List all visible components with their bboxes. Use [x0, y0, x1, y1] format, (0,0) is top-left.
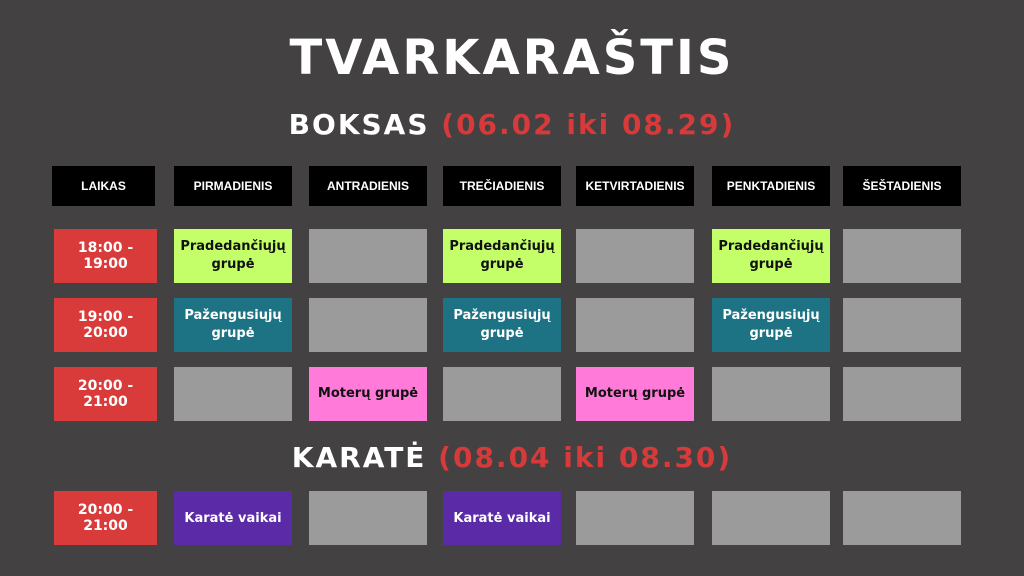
empty-slot	[712, 367, 830, 421]
advanced-group-monday: Pažengusiųjų grupė	[174, 298, 292, 352]
empty-slot	[576, 229, 694, 283]
empty-slot	[576, 491, 694, 545]
header-monday: PIRMADIENIS	[174, 166, 292, 206]
empty-slot	[843, 367, 961, 421]
beginner-group-friday: Pradedančiųjų grupė	[712, 229, 830, 283]
boxing-section-title	[0, 108, 1024, 142]
karate-title: KARATĖ	[291, 441, 427, 474]
empty-slot	[309, 229, 427, 283]
empty-slot	[174, 367, 292, 421]
women-group-thursday: Moterų grupė	[576, 367, 694, 421]
time-slot: 19:00 - 20:00	[54, 298, 157, 352]
empty-slot	[309, 298, 427, 352]
boxing-title: BOKSAS	[288, 108, 430, 141]
advanced-group-wednesday: Pažengusiųjų grupė	[443, 298, 561, 352]
header-saturday: ŠEŠTADIENIS	[843, 166, 961, 206]
header-time: LAIKAS	[52, 166, 155, 206]
time-slot: 20:00 - 21:00	[54, 367, 157, 421]
karate-kids-wednesday: Karatė vaikai	[443, 491, 561, 545]
karate-dates: (08.04 iki 08.30)	[438, 441, 733, 474]
karate-kids-monday: Karatė vaikai	[174, 491, 292, 545]
empty-slot	[309, 491, 427, 545]
header-wednesday: TREČIADIENIS	[443, 166, 561, 206]
boxing-dates: (06.02 iki 08.29)	[441, 108, 736, 141]
header-friday: PENKTADIENIS	[712, 166, 830, 206]
page-title: TVARKARAŠTIS	[289, 30, 735, 86]
empty-slot	[843, 491, 961, 545]
empty-slot	[712, 491, 830, 545]
karate-section-title	[0, 441, 1024, 475]
empty-slot	[843, 298, 961, 352]
beginner-group-wednesday: Pradedančiųjų grupė	[443, 229, 561, 283]
empty-slot	[843, 229, 961, 283]
header-tuesday: ANTRADIENIS	[309, 166, 427, 206]
empty-slot	[443, 367, 561, 421]
time-slot: 18:00 - 19:00	[54, 229, 157, 283]
women-group-tuesday: Moterų grupė	[309, 367, 427, 421]
empty-slot	[576, 298, 694, 352]
advanced-group-friday: Pažengusiųjų grupė	[712, 298, 830, 352]
time-slot: 20:00 - 21:00	[54, 491, 157, 545]
header-thursday: KETVIRTADIENIS	[576, 166, 694, 206]
beginner-group-monday: Pradedančiųjų grupė	[174, 229, 292, 283]
